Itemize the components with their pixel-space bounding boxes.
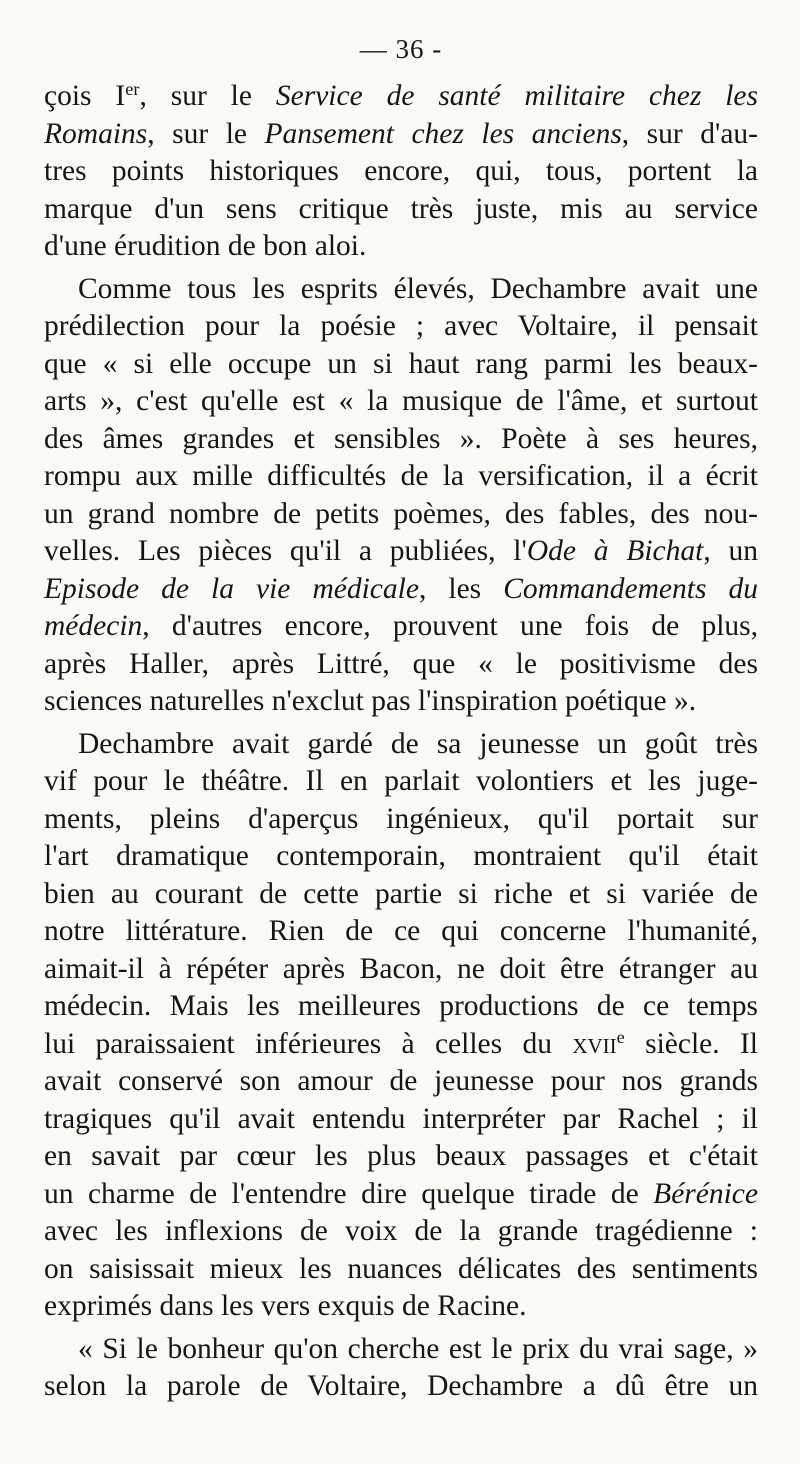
text-line: Episode de la vie médicale, les Commandements du bbox=[44, 572, 758, 605]
text-line: sciences naturelles n'exclut pas l'inspiration poétique ». bbox=[44, 685, 697, 717]
text-line: çois Ier, sur le Service de santé militaire chez les bbox=[44, 78, 758, 112]
text-line: avait conservé son amour de jeunesse pour nos grands bbox=[44, 1065, 758, 1097]
text-line: l'art dramatique contemporain, montraient qu'il était bbox=[44, 840, 758, 872]
text-line: vif pour le théâtre. Il en parlait volontiers et les juge- bbox=[44, 765, 758, 797]
text-line: aimait-il à répéter après Bacon, ne doit être étranger au bbox=[44, 952, 758, 985]
text-line: avec les inflexions de voix de la grande tragédienne : bbox=[44, 1215, 758, 1247]
text-line: tres points historiques encore, qui, tous, portent la bbox=[44, 155, 758, 187]
text-line: lui paraissaient inférieures à celles du xvii$^e$ siècle. Il bbox=[44, 1026, 758, 1060]
text-line: velles. Les pièces qu'il a publiées, l'Ode à Bichat, un bbox=[44, 535, 759, 567]
text-line: médecin, d'autres encore, prouvent une fois de plus, bbox=[44, 610, 758, 642]
text-line: tragiques qu'il avait entendu interpréter par Rachel ; il bbox=[44, 1102, 758, 1135]
text-line: notre littérature. Rien de ce qui concerne l'humanité, bbox=[44, 915, 758, 947]
text-line: ments, pleins d'aperçus ingénieux, qu'il portait sur bbox=[44, 802, 758, 835]
paragraph-4 bbox=[44, 1331, 758, 1406]
text-line: après Haller, après Littré, que « le positivisme des bbox=[44, 647, 758, 680]
text-line: que « si elle occupe un si haut rang parmi les beaux- bbox=[44, 347, 758, 380]
text-line: en savait par cœur les plus beaux passages et c'était bbox=[44, 1140, 758, 1172]
text-line: un charme de l'entendre dire quelque tirade de Bérénice bbox=[44, 1177, 758, 1210]
text-line: Romains, sur le Pansement chez les anciens, sur d'au- bbox=[44, 117, 758, 150]
text-line: exprimés dans les vers exquis de Racine. bbox=[44, 1290, 527, 1322]
text-line: arts », c'est qu'elle est « la musique de l'âme, et surtout bbox=[44, 385, 758, 417]
text-line: prédilection pour la poésie ; avec Voltaire, il pensait bbox=[44, 310, 758, 342]
text-line: selon la parole de Voltaire, Dechambre a dû être un bbox=[44, 1370, 758, 1402]
text-line: un grand nombre de petits poèmes, des fables, des nou- bbox=[44, 497, 758, 530]
text-line: d'une érudition de bon aloi. bbox=[44, 230, 367, 262]
text-line: marque d'un sens critique très juste, mis au service bbox=[44, 192, 758, 225]
page-number: — 36 - bbox=[359, 34, 443, 64]
paragraph-2 bbox=[44, 271, 758, 721]
text-line: « Si le bonheur qu'on cherche est le prix du vrai sage, » bbox=[78, 1332, 758, 1365]
text-line: on saisissait mieux les nuances délicates des sentiments bbox=[44, 1252, 758, 1285]
paragraph-3 bbox=[44, 726, 758, 1326]
paragraph-1 bbox=[44, 78, 758, 266]
text-line: bien au courant de cette partie si riche et si variée de bbox=[44, 877, 758, 910]
text-line: des âmes grandes et sensibles ». Poète à ses heures, bbox=[44, 422, 758, 455]
text-line: rompu aux mille difficultés de la versification, il a écrit bbox=[44, 460, 758, 492]
text-line: Dechambre avait gardé de sa jeunesse un goût très bbox=[78, 727, 758, 760]
text-line: médecin. Mais les meilleures productions de ce temps bbox=[44, 990, 758, 1022]
text-line: Comme tous les esprits élevés, Dechambre avait une bbox=[78, 272, 758, 305]
